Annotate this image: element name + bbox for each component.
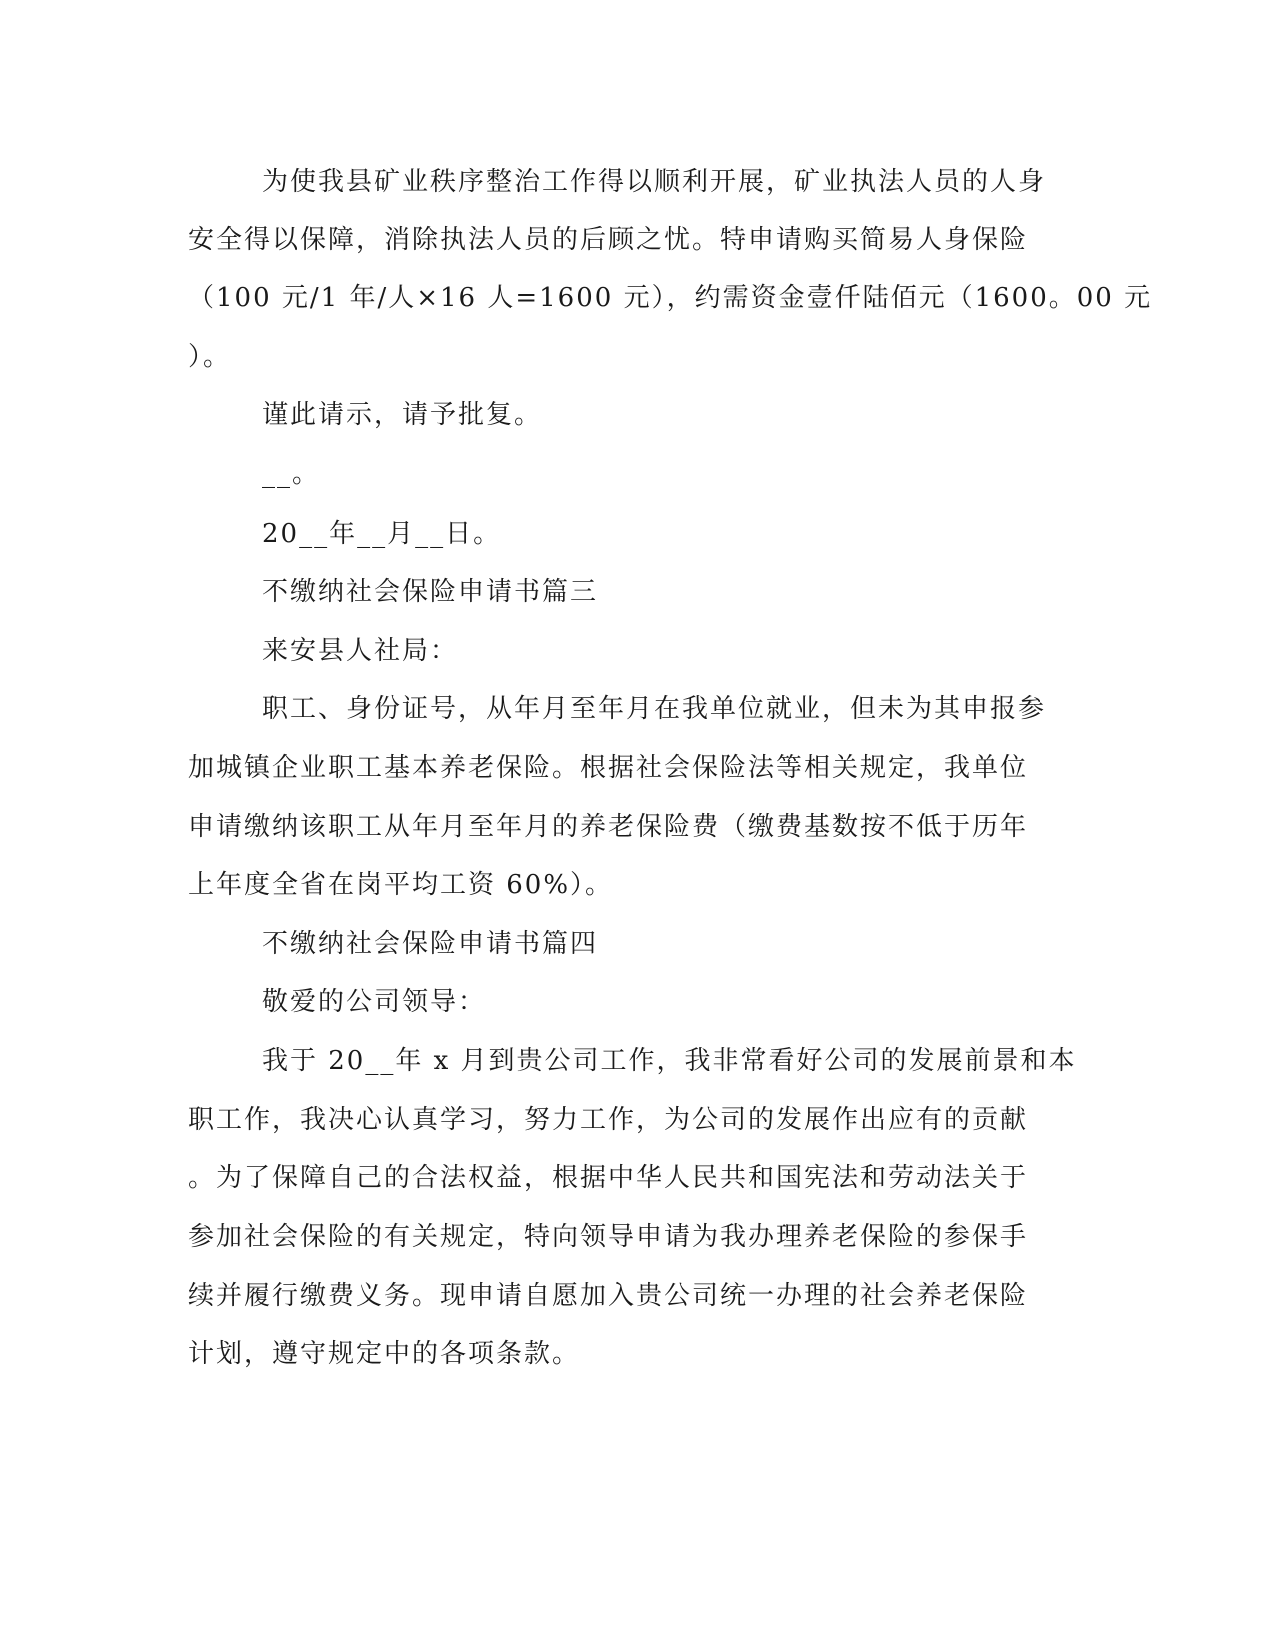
salutation: 敬爱的公司领导： — [262, 987, 487, 1017]
paragraph-line: 职工、身份证号，从年月至年月在我单位就业，但未为其申报参 — [262, 694, 1047, 724]
salutation: 来安县人社局： — [262, 636, 459, 666]
section-heading: 不缴纳社会保险申请书篇四 — [262, 929, 599, 959]
paragraph-line: 职工作，我决心认真学习，努力工作，为公司的发展作出应有的贡献 — [188, 1105, 1029, 1135]
paragraph-line: ）。 — [188, 342, 232, 372]
section-heading: 不缴纳社会保险申请书篇三 — [262, 577, 599, 607]
paragraph-line: 我于 20__年 x 月到贵公司工作，我非常看好公司的发展前景和本 — [262, 1046, 1077, 1076]
paragraph-line: 上年度全省在岗平均工资 60%）。 — [188, 870, 614, 900]
paragraph-line: 申请缴纳该职工从年月至年月的养老保险费（缴费基数按不低于历年 — [188, 812, 1029, 842]
closing-request: 谨此请示，请予批复。 — [262, 400, 543, 430]
signature-blank: __。 — [262, 459, 321, 489]
paragraph-line: 为使我县矿业秩序整治工作得以顺利开展，矿业执法人员的人身 — [262, 167, 1047, 197]
paragraph-line: 。为了保障自己的合法权益，根据中华人民共和国宪法和劳动法关于 — [188, 1163, 1029, 1193]
paragraph-line: 安全得以保障，消除执法人员的后顾之忧。特申请购买简易人身保险 — [188, 225, 1029, 255]
paragraph-line: 参加社会保险的有关规定，特向领导申请为我办理养老保险的参保手 — [188, 1222, 1029, 1252]
date-line: 20__年__月__日。 — [262, 519, 502, 549]
paragraph-line: 续并履行缴费义务。现申请自愿加入贵公司统一办理的社会养老保险 — [188, 1281, 1029, 1311]
paragraph-line: （100 元/1 年/人×16 人=1600 元），约需资金壹仟陆佰元（1600。00 元 — [188, 283, 1153, 313]
paragraph-line: 加城镇企业职工基本养老保险。根据社会保险法等相关规定，我单位 — [188, 753, 1029, 783]
paragraph-line: 计划，遵守规定中的各项条款。 — [188, 1339, 581, 1369]
